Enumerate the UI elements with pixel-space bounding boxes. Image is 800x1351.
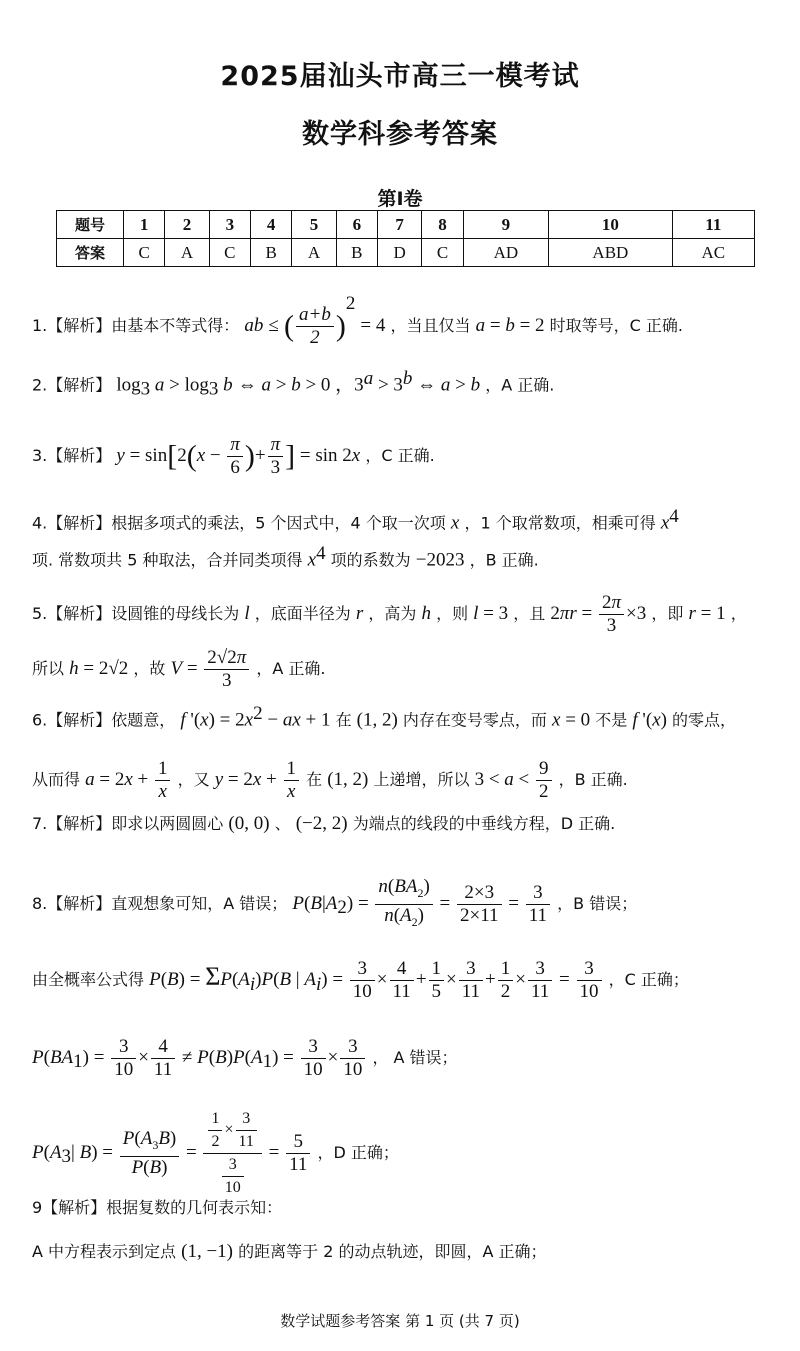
solution-8-line-4: $P(A_3|$ B) = $\frac{P(A_3B)}{P(B)}$ = $\frac{1}{2}$ × $\frac{3}{11}$ $\frac{3}{10}$ = $\frac{5}{11}$ ，D 正确； [32, 1110, 399, 1196]
solution-5-text: ，则 [436, 604, 469, 623]
solution-1-text: 1.【解析】由基本不等式得： [32, 316, 240, 335]
solution-6-text: 在 [306, 770, 323, 789]
answer-table [56, 210, 755, 267]
formula: ab [244, 315, 264, 336]
solution-6-text: ，又 [177, 770, 210, 789]
page-footer: 数学试题参考答案 第 1 页 (共 7 页) [280, 1312, 520, 1330]
question-number: 1 [124, 211, 165, 239]
question-number: 4 [250, 211, 291, 239]
solution-5-text: ，且 [513, 604, 546, 623]
exam-title: 2025届汕头市高三一模考试 [220, 61, 580, 92]
solution-6-line-2: 从而得 a = 2x + $\frac{1}{x}$ ，又 y = 2x + $\frac{1}{x}$ 在 (1, 2) 上递增，所以 3 < a < $\frac{9}{2}$ ，B 正确. [32, 758, 628, 802]
solution-8-text: ， A 错误； [372, 1048, 458, 1067]
solution-5-text: ，即 [651, 604, 684, 623]
solution-4-line-1: 4.【解析】根据多项式的乘法，5 个因式中，4 个取一次项 x ，1 个取常数项，相乘可得 $x^4$ [32, 506, 679, 534]
solution-1: 1.【解析】由基本不等式得： ab ≤ ( $\frac{a+b}{2}$ )$^2$ = 4 ，当且仅当 a = b = 2 时取等号，C 正确. [32, 293, 683, 348]
solution-8-text: ，D 正确； [317, 1143, 399, 1162]
answer-row [57, 239, 755, 267]
answer-cell: C [209, 239, 250, 267]
solution-6-text: 不是 [595, 710, 628, 730]
question-number: 11 [672, 211, 754, 239]
solution-2: 2.【解析】 $\log_3 a > \log_3 b$ ⇔ a > b > 0 ，$3^a > 3^b$ ⇔ a > b ，A 正确. [32, 368, 555, 400]
solution-9-line-2: A 中方程表示到定点 (1, −1) 的距离等于 2 的动点轨迹，即圆，A 正确； [32, 1241, 547, 1262]
solution-6-text: 在 [335, 710, 352, 730]
fraction: $\frac{a+b}{2}$ [296, 304, 334, 349]
answer-cell: D [377, 239, 421, 267]
question-number: 7 [377, 211, 421, 239]
solution-9-text: 的距离等于 2 的动点轨迹，即圆，A 正确； [238, 1242, 547, 1261]
solution-5-line-2: 所以 h = 2√2 ，故 V = $\frac{2√2\pi}{3}$ ，A 正确. [32, 647, 326, 691]
solution-6-text: 的零点， [672, 710, 737, 730]
solution-5-text: 5.【解析】设圆锥的母线长为 [32, 604, 240, 623]
solution-5-text: ，故 [133, 659, 166, 678]
solution-7: 7.【解析】即求以两圆圆心 (0, 0) 、 (−2, 2) 为端点的线段的中垂线方程，D 正确. [32, 813, 616, 834]
solution-3: 3.【解析】 y = sin[2(x − $\frac{\pi}{6}$ )+ $\frac{\pi}{3}$ ] = sin 2x ，C 正确. [32, 434, 435, 478]
answer-cell: AD [463, 239, 548, 267]
solution-4-text: ，B 正确. [469, 550, 539, 570]
solution-4-text: 项. 常数项共 5 种取法，合并同类项得 [32, 550, 303, 570]
answer-cell: C [124, 239, 165, 267]
solution-5-text: 所以 [32, 659, 65, 678]
question-number: 5 [292, 211, 336, 239]
solution-8-text: 由全概率公式得 [32, 970, 145, 989]
solution-6-line-1: 6.【解析】依题意， f '$(x) = 2x^2$ − ax + 1 在 (1, 2) 内存在变号零点，而 x = 0 不是 f '(x) 的零点， [32, 703, 737, 731]
question-number: 8 [422, 211, 463, 239]
solution-1-text: ，当且仅当 [390, 316, 471, 335]
solution-7-text: 为端点的线段的中垂线方程，D 正确. [352, 814, 616, 833]
question-number: 9 [463, 211, 548, 239]
question-number: 6 [336, 211, 377, 239]
solution-2-text: 2.【解析】 [32, 375, 112, 395]
solution-5-text: ，高为 [368, 604, 417, 623]
solution-6-text: 从而得 [32, 770, 81, 789]
solution-8-line-2: 由全概率公式得 $P(B) = \Sigma P(A_i)P(B$ | $A_i$) = $\frac{3}{10}$ × $\frac{4}{11}$ + $\frac{1}{5}$ × $\frac{3}{11}$ + $\frac{1}{2}$ × $\frac{3}{11}$ = $\frac{3}{10}$ ，C 正确； [32, 958, 689, 1002]
answer-cell: C [422, 239, 463, 267]
answer-cell: B [336, 239, 377, 267]
solution-8-text: ，C 正确； [608, 970, 689, 989]
solution-4-text: 项的系数为 [330, 550, 411, 570]
solution-5-text: ，A 正确. [256, 659, 326, 678]
question-number: 2 [165, 211, 209, 239]
answer-cell: AC [672, 239, 754, 267]
solution-8-text: 8.【解析】直观想象可知，A 错误； [32, 893, 288, 913]
solution-2-text: ，A 正确. [485, 375, 555, 395]
solution-9-text: 9【解析】根据复数的几何表示知： [32, 1198, 283, 1217]
volume-heading: 第Ⅰ卷 [377, 188, 423, 210]
solution-4-text: 4.【解析】根据多项式的乘法，5 个因式中，4 个取一次项 [32, 513, 446, 533]
answer-cell: A [292, 239, 336, 267]
solution-7-text: 、 [274, 814, 291, 833]
solution-6-text: 6.【解析】依题意， [32, 710, 176, 730]
solution-9-line-1 [32, 1196, 282, 1220]
answer-cell: ABD [549, 239, 672, 267]
solution-3-text: 3.【解析】 [32, 446, 112, 465]
row-label-question: 题号 [57, 211, 124, 239]
solution-5-text: ，底面半径为 [254, 604, 351, 623]
answer-cell: B [250, 239, 291, 267]
solution-8-text: ，B 错误； [557, 893, 638, 913]
answer-key-subtitle: 数学科参考答案 [302, 119, 498, 150]
solution-9-text: A 中方程表示到定点 [32, 1242, 177, 1261]
question-number: 3 [209, 211, 250, 239]
solution-1-text: 时取等号，C 正确. [549, 316, 683, 335]
question-number-row [57, 211, 755, 239]
solution-7-text: 7.【解析】即求以两圆圆心 [32, 814, 224, 833]
solution-8-line-3: $P(BA_1)$ = $\frac{3}{10}$ × $\frac{4}{11}$ ≠ $P(B)P(A_1)$ = $\frac{3}{10}$ × $\frac{3}{10}$ ， A 错误； [32, 1036, 458, 1080]
answer-cell: A [165, 239, 209, 267]
solution-3-text: ，C 正确. [365, 446, 435, 465]
row-label-answer: 答案 [57, 239, 124, 267]
solution-6-text: 上递增，所以 [373, 770, 470, 789]
solution-4-line-2: 项. 常数项共 5 种取法，合并同类项得 $x^4$ 项的系数为 −2023 ，B 正确. [32, 543, 539, 571]
solution-6-text: ，B 正确. [558, 770, 628, 789]
solution-8-line-1: 8.【解析】直观想象可知，A 错误； $P(B|A_2)$ = $\frac{n(BA_2)}{n(A_2)}$ = $\frac{2\times 3}{2\times 11}$ = $\frac{3}{11}$ ，B 错误； [32, 876, 638, 929]
solution-5-text: ， [730, 604, 747, 623]
solution-5-line-1: 5.【解析】设圆锥的母线长为 l ，底面半径为 r ，高为 h ，则 l = 3 ，且 2πr = $\frac{2\pi}{3}$ ×3 ，即 r = 1 ， [32, 592, 747, 636]
solution-6-text: 内存在变号零点，而 [402, 710, 547, 730]
solution-4-text: ，1 个取常数项，相乘可得 [464, 513, 656, 533]
question-number: 10 [549, 211, 672, 239]
